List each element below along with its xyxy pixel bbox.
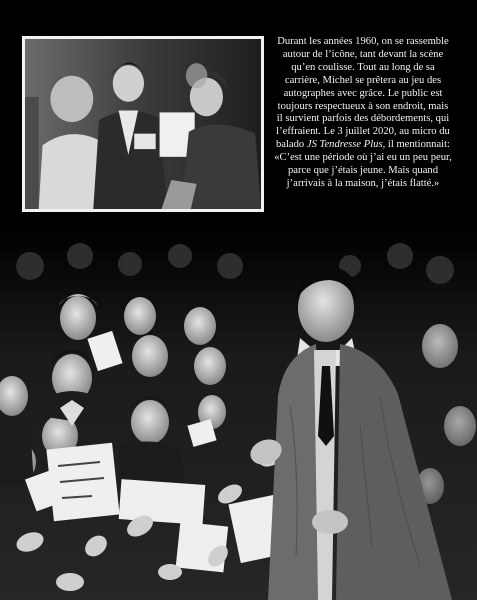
crowd-photo-graphic <box>0 226 477 600</box>
crowd-photo <box>0 226 477 600</box>
photo-caption <box>274 36 452 191</box>
inset-photo-graphic <box>25 39 261 209</box>
inset-photo-autographs <box>22 36 264 212</box>
caption-podcast-title: JS Tendresse Plus <box>306 139 383 151</box>
caption-intro: Durant les années 1960, on se rassemble autour de l’icône, tant devant la scène qu’en coulisse. Tout au long de sa carrière, Michel se prêtera au jeu des autographes avec grâce. Le public est toujours respectueux à son endroit, mais il survient parfois des débordements, qui l’effraient. Le 3 juillet 2020, au micro du balado <box>275 36 450 151</box>
caption-outro: , il mentionnait: «C’est une période où j’ai eu un peu peur, parce que j’étais jeune. Mais quand j’arrivais à la maison, j’étais flatté.» <box>274 139 452 189</box>
